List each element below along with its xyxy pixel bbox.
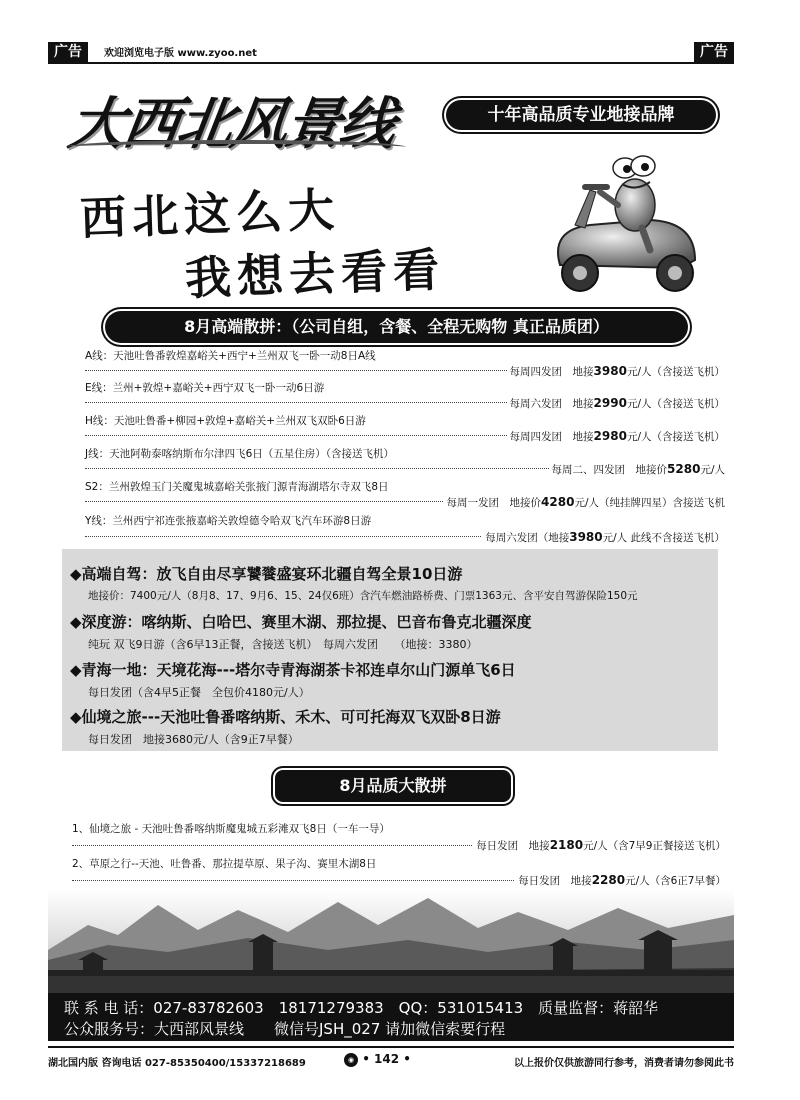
route-price: 2180 bbox=[549, 838, 584, 852]
route-price: 2980 bbox=[593, 429, 627, 443]
august-premium-banner: 8月高端散拼：（公司自组，含餐、全程无购物 真正品质团） bbox=[105, 311, 688, 343]
route-item bbox=[85, 413, 725, 443]
route-price-note: 元/人 bbox=[700, 464, 725, 476]
route-schedule: 每日发团 地接 bbox=[476, 840, 550, 852]
route-price-note: 元/人（含7早9正餐接送飞机） bbox=[583, 840, 726, 852]
route-price: 2990 bbox=[593, 396, 627, 410]
route-price-info bbox=[515, 873, 726, 888]
route-price: 2280 bbox=[591, 873, 626, 887]
route-item bbox=[85, 513, 725, 545]
route-item bbox=[72, 856, 726, 890]
page-number: • 142 • bbox=[362, 1052, 411, 1066]
route-price-note: 元/人（含接送飞机） bbox=[626, 366, 725, 378]
featured-tour-title: ◆高端自驾：放飞自由尽享饕餮盛宴环北疆自驾全景10日游 bbox=[70, 565, 463, 583]
route-schedule: 每周四发团 地接 bbox=[509, 366, 594, 378]
featured-tour-detail: 每日发团（含4早5正餐 全包价4180元/人） bbox=[88, 686, 310, 699]
footer-edition-info: 湖北国内版 咨询电话 027-85350400/15337218689 bbox=[48, 1058, 306, 1069]
headline-line-2: 我想去看看 bbox=[184, 242, 446, 306]
route-price-info bbox=[473, 838, 726, 853]
logo-swoosh-decoration bbox=[66, 140, 406, 154]
top-header-bar bbox=[48, 42, 734, 64]
contact-wechat-line: 公众服务号：大西部风景线 微信号JSH_027 请加微信索要行程 bbox=[64, 1020, 506, 1038]
route-price-info bbox=[507, 429, 725, 444]
footer-disclaimer: 以上报价仅供旅游同行参考，消费者请勿参阅此书 bbox=[514, 1058, 734, 1069]
headline-line-1: 西北这么大 bbox=[79, 182, 341, 246]
route-item bbox=[85, 479, 725, 509]
route-schedule: 每周六发团 地接 bbox=[509, 398, 594, 410]
ad-label-right: 广告 bbox=[694, 42, 734, 62]
route-item bbox=[85, 446, 725, 476]
featured-tour-title: ◆仙境之旅---天池吐鲁番喀纳斯、禾木、可可托海双飞双卧8日游 bbox=[70, 708, 501, 726]
route-name: J线：天池阿勒泰喀纳斯布尔津四飞6日（五星住房）（含接送飞机） bbox=[85, 448, 395, 460]
route-price-note: 元/人（含接送飞机） bbox=[626, 431, 725, 443]
route-name: A线：天池吐鲁番敦煌嘉峪关+西宁+兰州双飞一卧一动8日A线 bbox=[85, 350, 376, 362]
route-schedule: 每周六发团（地接 bbox=[485, 532, 570, 544]
ad-label-left: 广告 bbox=[48, 42, 88, 62]
route-price: 3980 bbox=[569, 530, 603, 544]
august-quality-banner: 8月品质大散拼 bbox=[275, 770, 511, 802]
route-price-info bbox=[507, 364, 725, 379]
featured-tour-detail: 每日发团 地接3680元/人（含9正7早餐） bbox=[88, 733, 299, 746]
route-price-info bbox=[444, 495, 725, 510]
route-price-note: 元/人（含接送飞机） bbox=[626, 398, 725, 410]
featured-tour-detail: 纯玩 双飞9日游（含6早13正餐，含接送飞机） 每周六发团 （地接：3380） bbox=[88, 638, 478, 651]
route-price-info bbox=[549, 462, 725, 477]
route-schedule: 每周一发团 地接价 bbox=[446, 497, 542, 509]
route-item bbox=[85, 348, 725, 378]
route-name: H线：天池吐鲁番+柳园+敦煌+嘉峪关+兰州双飞双卧6日游 bbox=[85, 415, 366, 427]
route-price-info bbox=[482, 530, 725, 545]
welcome-text: 欢迎浏览电子版 www.zyoo.net bbox=[104, 48, 257, 59]
route-price: 4280 bbox=[541, 495, 575, 509]
route-schedule: 每周四发团 地接 bbox=[509, 431, 594, 443]
route-item bbox=[72, 821, 726, 851]
frog-scooter-illustration bbox=[530, 150, 710, 300]
route-name: S2：兰州敦煌玉门关魔鬼城嘉峪关张掖门源青海湖塔尔寺双飞8日 bbox=[85, 481, 389, 493]
featured-tour-title: ◆深度游：喀纳斯、白哈巴、赛里木湖、那拉提、巴音布鲁克北疆深度 bbox=[70, 613, 532, 631]
globe-icon: ◉ bbox=[344, 1053, 358, 1067]
brand-logo: 大西北风景线 bbox=[64, 91, 399, 157]
route-price: 5280 bbox=[667, 462, 701, 476]
contact-phone-line: 联 系 电 话：027-83782603 18171279383 QQ：531015413 质量监督：蒋韶华 bbox=[64, 999, 659, 1017]
route-price-note: 元/人 此线不含接送飞机） bbox=[602, 532, 725, 544]
featured-tour-title: ◆青海一地：天境花海---塔尔寺青海湖茶卡祁连卓尔山门源单飞6日 bbox=[70, 661, 516, 679]
featured-tour-detail: 地接价：7400元/人（8月8、17、9月6、15、24仅6班）含汽车燃油路桥费、门票1363元、含平安自驾游保险150元 bbox=[88, 590, 638, 602]
route-name: Y线：兰州西宁祁连张掖嘉峪关敦煌德令哈双飞汽车环游8日游 bbox=[85, 515, 372, 527]
page-footer bbox=[48, 1046, 734, 1072]
route-name: 1、仙境之旅 - 天池吐鲁番喀纳斯魔鬼城五彩滩双飞8日（一车一导） bbox=[72, 823, 390, 835]
route-schedule: 每日发团 地接 bbox=[518, 875, 592, 887]
route-name: 2、草原之行--天池、吐鲁番、那拉提草原、果子沟、赛里木湖8日 bbox=[72, 858, 377, 870]
route-name: E线：兰州+敦煌+嘉峪关+西宁双飞一卧一动6日游 bbox=[85, 382, 325, 394]
mountain-wall-scenery bbox=[48, 890, 734, 995]
brand-slogan: 十年高品质专业地接品牌 bbox=[446, 100, 716, 130]
route-price-note: 元/人（纯挂牌四星）含接送飞机 bbox=[574, 497, 725, 509]
route-price-info bbox=[507, 396, 725, 411]
contact-bar bbox=[48, 993, 734, 1041]
page-number-group bbox=[344, 1052, 411, 1067]
route-schedule: 每周二、四发团 地接价 bbox=[551, 464, 668, 476]
route-item bbox=[85, 380, 725, 410]
route-price: 3980 bbox=[593, 364, 627, 378]
route-price-note: 元/人（含6正7早餐） bbox=[625, 875, 726, 887]
